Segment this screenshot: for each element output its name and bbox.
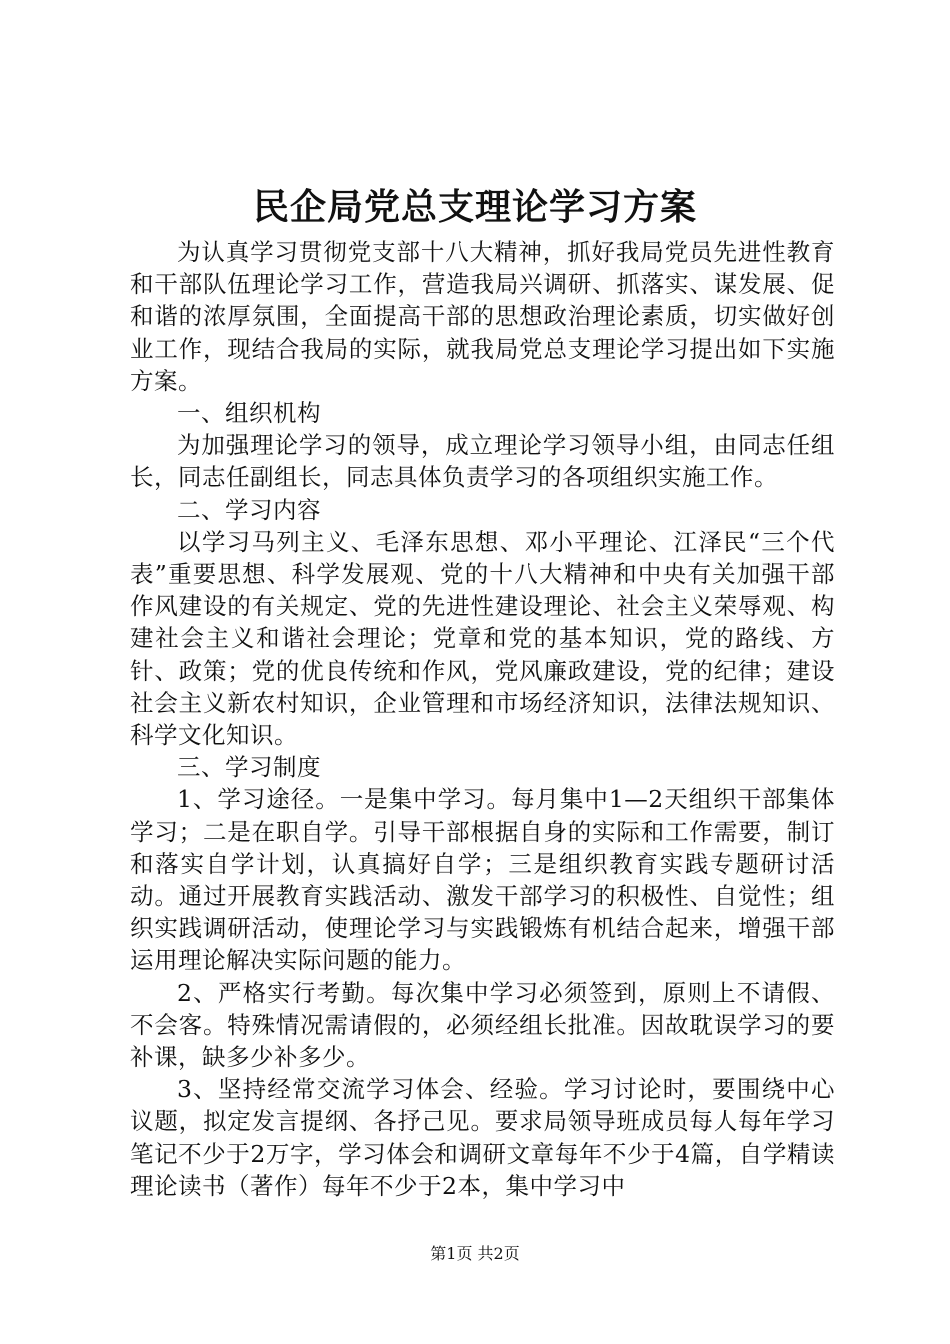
section-heading-content: 二、学习内容 [177,495,321,524]
page-footer: 第1页 共2页 [430,1244,520,1263]
paragraph-system-3: 3、坚持经常交流学习体会、经验。学习讨论时，要围绕中心议题，拟定发言提纲、各抒己见。要求局领导班成员每人每年学习笔记不少于2万字，学习体会和调研文章每年不少于4篇，自学精读理论读书（著作）每年不少于2本，集中学习中 [130,1075,835,1200]
document-body [130,236,835,1202]
paragraph-content: 以学习马列主义、毛泽东思想、邓小平理论、江泽民“三个代表”重要思想、科学发展观、党的十八大精神和中央有关加强干部作风建设的有关规定、党的先进性建设理论、社会主义荣辱观、构建社会主义和谐社会理论；党章和党的基本知识，党的路线、方针、政策；党的优良传统和作风，党风廉政建设，党的纪律；建设社会主义新农村知识，企业管理和市场经济知识，法律法规知识、科学文化知识。 [130,527,835,750]
document-title: 民企局党总支理论学习方案 [252,187,697,228]
section-heading-system: 三、学习制度 [177,753,321,782]
paragraph-intro: 为认真学习贯彻党支部十八大精神，抓好我局党员先进性教育和干部队伍理论学习工作，营造我局兴调研、抓落实、谋发展、促和谐的浓厚氛围，全面提高干部的思想政治理论素质，切实做好创业工作，现结合我局的实际，就我局党总支理论学习提出如下实施方案。 [130,238,835,395]
paragraph-organization: 为加强理论学习的领导，成立理论学习领导小组，由同志任组长，同志任副组长，同志具体负责学习的各项组织实施工作。 [130,431,835,492]
section-heading-organization: 一、组织机构 [177,399,321,428]
paragraph-system-2: 2、严格实行考勤。每次集中学习必须签到，原则上不请假、不会客。特殊情况需请假的，必须经组长批准。因故耽误学习的要补课，缺多少补多少。 [130,978,835,1072]
paragraph-system-1: 1、学习途径。一是集中学习。每月集中1—2天组织干部集体学习；二是在职自学。引导干部根据自身的实际和工作需要，制订和落实自学计划，认真搞好自学；三是组织教育实践专题研讨活动。通过开展教育实践活动、激发干部学习的积极性、自觉性；组织实践调研活动，使理论学习与实践锻炼有机结合起来，增强干部运用理论解决实际问题的能力。 [130,785,835,975]
